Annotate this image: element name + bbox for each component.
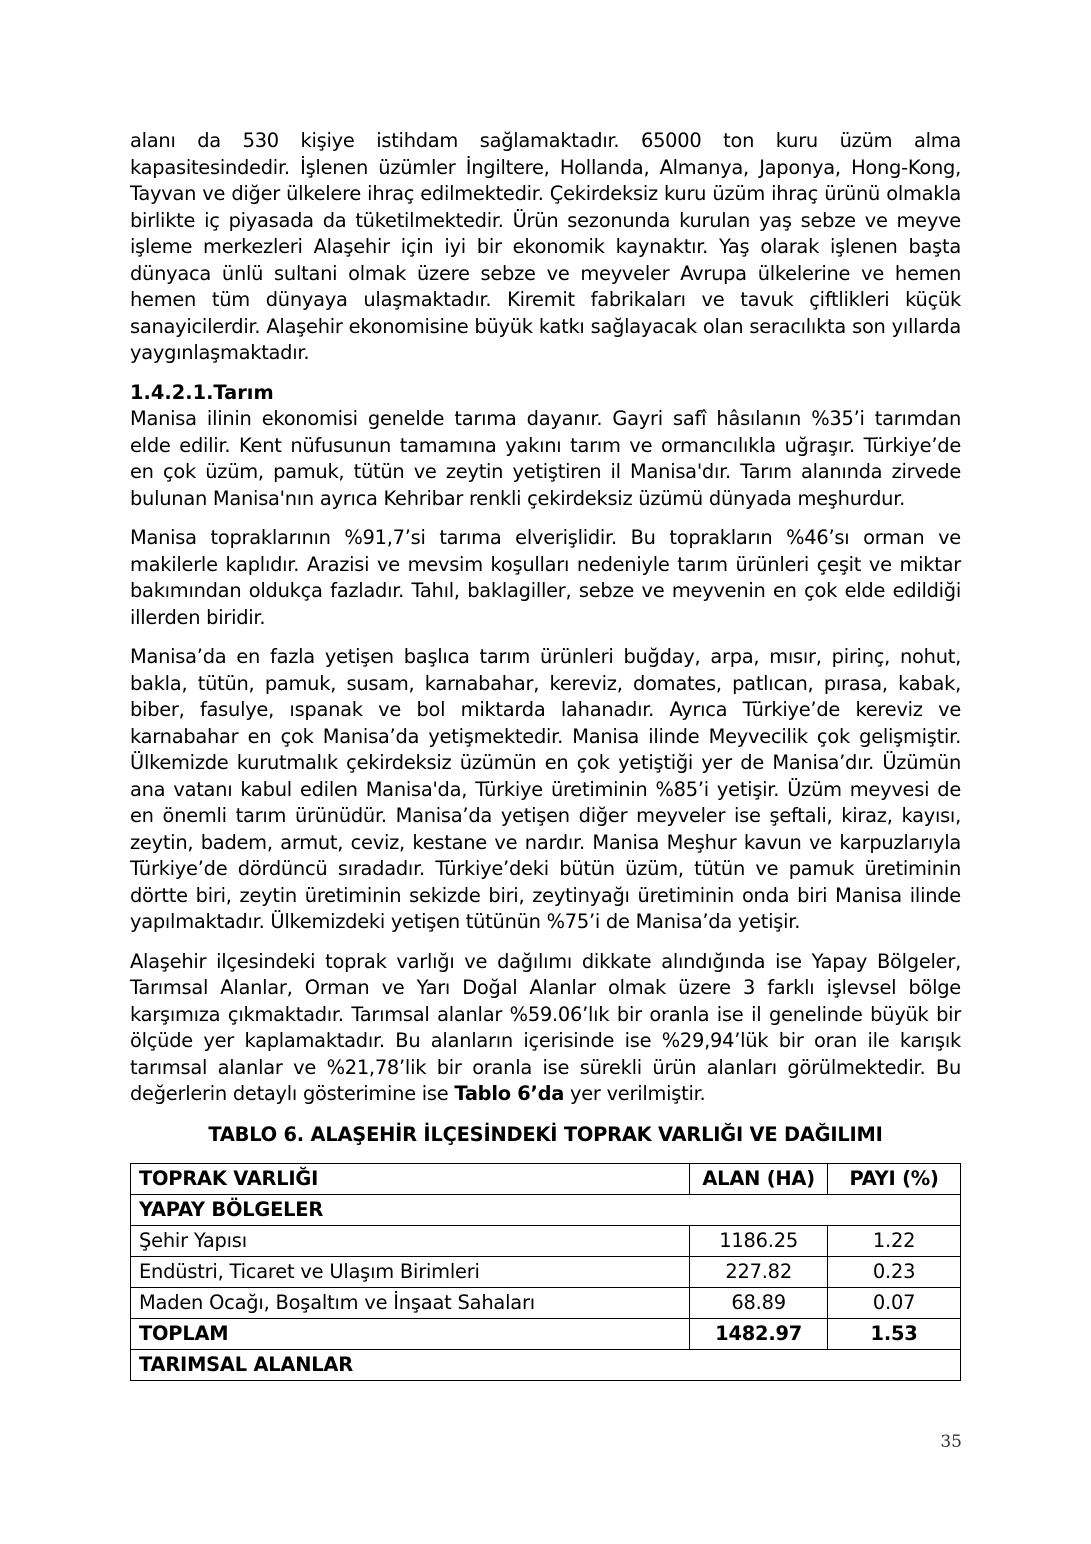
table-reference: Tablo 6’da [454,1082,565,1105]
row-name: Şehir Yapısı [131,1225,690,1256]
row-area: 68.89 [690,1287,828,1318]
total-share: 1.53 [828,1318,961,1349]
paragraph-economy: Manisa ilinin ekonomisi genelde tarıma dayanır. Gayri safî hâsılanın %35’i tarımdan elde edilir. Kent nüfusunun tamamına yakını tarım ve ormancılıkla uğraşır. Türkiye’de en çok üzüm, pamuk, tütün ve zeytin yetiştiren il Manisa'dır. Tarım alanında zirvede bulunan Manisa'nın ayrıca Kehribar renkli çekirdeksiz üzümü dünyada meşhurdur. [130,407,961,510]
paragraph-products: Manisa’da en fazla yetişen başlıca tarım ürünleri buğday, arpa, mısır, pirinç, nohut, bakla, tütün, pamuk, susam, karnabahar, kereviz, domates, patlıcan, pırasa, kabak, biber, fasulye, ıspanak ve bol miktarda lahanadır. Ayrıca Türkiye’de kereviz ve karnabahar en çok Manisa’da yetişmektedir. Manisa ilinde Meyvecilik çok gelişmiştir. Ülkemizde kurutmalık çekirdeksiz üzümün en çok yetiştiği yer de Manisa’dır. Üzümün ana vatanı kabul edilen Manisa'da, Türkiye üretiminin %85’i yetişir. Üzüm meyvesi de en önemli tarım ürünüdür. Manisa’da yetişen diğer meyveler ise şeftali, kiraz, kayısı, zeytin, badem, armut, ceviz, kestane ve nardır. Manisa Meşhur kavun ve karpuzlarıyla Türkiye’de dördüncü sıradadır. Türkiye’deki bütün üzüm, tütün ve pamuk üretiminin dörtte biri, zeytin üretiminin sekizde biri, zeytinyağı üretiminin onda biri Manisa ilinde yapılmaktadır. Ülkemizdeki yetişen tütünün %75’i de Manisa’da yetişir. [130,645,961,933]
table-total-row [131,1318,961,1349]
row-name: Endüstri, Ticaret ve Ulaşım Birimleri [131,1256,690,1287]
group-agricultural: TARIMSAL ALANLAR [131,1349,961,1380]
paragraph-land: Manisa topraklarının %91,7’si tarıma elverişlidir. Bu toprakların %46’sı orman ve makilerle kaplıdır. Arazisi ve mevsim koşulları nedeniyle tarım ürünleri çeşit ve miktar bakımından oldukça fazladır. Tahıl, baklagiller, sebze ve meyvenin en çok elde edildiği illerden biridir. [130,526,961,629]
row-name: Maden Ocağı, Boşaltım ve İnşaat Sahaları [131,1287,690,1318]
paragraph-industry: alanı da 530 kişiye istihdam sağlamaktadır. 65000 ton kuru üzüm alma kapasitesindedir. İşlenen üzümler İngiltere, Hollanda, Almanya, Japonya, Hong-Kong, Tayvan ve diğer ülkelere ihraç edilmektedir. Çekirdeksiz kuru üzüm ihraç ürünü olmakla birlikte iç piyasada da tüketilmektedir. Ürün sezonunda kurulan yaş sebze ve meyve işleme merkezleri Alaşehir için iyi bir ekonomik kaynaktır. Yaş olarak işlenen başta dünyaca ünlü sultani olmak üzere sebze ve meyveler Avrupa ülkelerine ve hemen hemen tüm dünyaya ulaşmaktadır. Kiremit fabrikaları ve tavuk çiftlikleri küçük sanayicilerdir. Alaşehir ekonomisine büyük katkı sağlayacak olan seracılıkta son yıllarda yaygınlaşmaktadır. [130,129,961,364]
header-share: PAYI (%) [828,1163,961,1194]
page-number: 35 [940,1432,962,1452]
row-share: 0.23 [828,1256,961,1287]
header-soil: TOPRAK VARLIĞI [131,1163,690,1194]
soil-table [130,1163,961,1381]
table-group-row [131,1349,961,1380]
table-header-row [131,1163,961,1194]
paragraph-distribution-end: yer verilmiştir. [564,1082,706,1105]
row-share: 0.07 [828,1287,961,1318]
table-row [131,1287,961,1318]
document-body [130,128,961,1381]
total-label: TOPLAM [131,1318,690,1349]
table-group-row [131,1194,961,1225]
row-area: 227.82 [690,1256,828,1287]
paragraph-distribution-text: Alaşehir ilçesindeki toprak varlığı ve dağılımı dikkate alındığında ise Yapay Bölgeler, Tarımsal Alanlar, Orman ve Yarı Doğal Alanlar olmak üzere 3 farklı işlevsel bölge karşımıza çıkmaktadır. Tarımsal alanlar %59.06’lık bir oranla ise il genelinde büyük bir ölçüde yer kaplamaktadır. Bu alanların içerisinde ise %29,94’lük bir oran ile karışık tarımsal alanlar ve %21,78’lik bir oranla ise sürekli ürün alanları görülmektedir. Bu değerlerin detaylı gösterimine ise [130,949,961,1105]
total-area: 1482.97 [690,1318,828,1349]
table-caption: TABLO 6. ALAŞEHİR İLÇESİNDEKİ TOPRAK VARLIĞI VE DAĞILIMI [208,1122,883,1146]
row-share: 1.22 [828,1225,961,1256]
section-heading: 1.4.2.1.Tarım [130,380,274,404]
table-row [131,1225,961,1256]
table-row [131,1256,961,1287]
paragraph-distribution [130,949,961,1108]
header-area: ALAN (HA) [690,1163,828,1194]
row-area: 1186.25 [690,1225,828,1256]
group-artificial: YAPAY BÖLGELER [131,1194,961,1225]
